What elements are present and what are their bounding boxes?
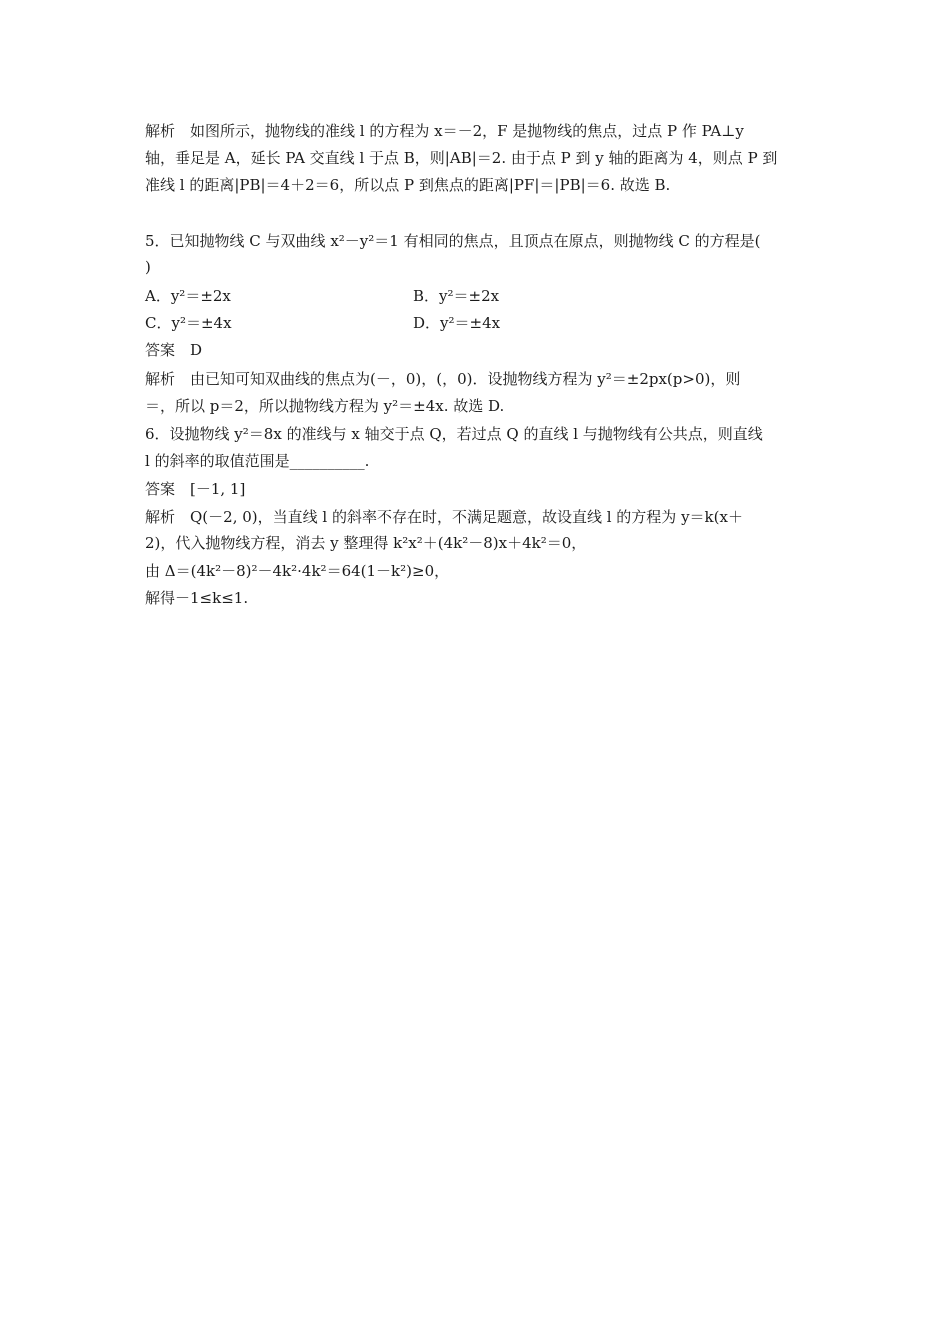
question-5-analysis-line-2: ＝，所以 p＝2，所以抛物线方程为 y²＝±4x. 故选 D. bbox=[145, 397, 505, 415]
question-6-analysis-line-4: 解得－1≤k≤1. bbox=[145, 589, 249, 607]
analysis-q4-line-1: 解析 如图所示，抛物线的准线 l 的方程为 x＝－2，F 是抛物线的焦点，过点 P 作 PA⊥y bbox=[145, 122, 744, 140]
question-5-analysis-line-1: 解析 由已知可知双曲线的焦点为(－，0)，(，0)．设抛物线方程为 y²＝±2px(p>0)，则 bbox=[145, 370, 741, 388]
question-6-analysis-line-3: 由 Δ＝(4k²－8)²－4k²·4k²＝64(1－k²)≥0， bbox=[145, 562, 450, 580]
question-5-stem-line-1: 5．已知抛物线 C 与双曲线 x²－y²＝1 有相同的焦点，且顶点在原点，则抛物线 C 的方程是( bbox=[145, 232, 761, 250]
analysis-q4-line-3: 准线 l 的距离|PB|＝4＋2＝6，所以点 P 到焦点的距离|PF|＝|PB|＝6. 故选 B. bbox=[145, 176, 671, 194]
question-5-option-a: A．y²＝±2x bbox=[145, 287, 231, 305]
question-5-option-c: C．y²＝±4x bbox=[145, 314, 232, 332]
question-6-analysis-line-1: 解析 Q(－2, 0)，当直线 l 的斜率不存在时，不满足题意，故设直线 l 的方程为 y＝k(x＋ bbox=[145, 508, 743, 526]
question-5-option-d: D．y²＝±4x bbox=[413, 314, 501, 332]
question-6-answer: 答案 [－1, 1] bbox=[145, 480, 246, 498]
question-5-stem-line-2: ) bbox=[145, 258, 151, 276]
question-6-stem-line-2: l 的斜率的取值范围是__________. bbox=[145, 452, 370, 470]
question-5-answer: 答案 D bbox=[145, 341, 203, 359]
question-5-option-b: B．y²＝±2x bbox=[413, 287, 500, 305]
analysis-q4-line-2: 轴，垂足是 A，延长 PA 交直线 l 于点 B，则|AB|＝2. 由于点 P 到 y 轴的距离为 4，则点 P 到 bbox=[145, 149, 778, 167]
question-6-analysis-line-2: 2)，代入抛物线方程，消去 y 整理得 k²x²＋(4k²－8)x＋4k²＝0， bbox=[145, 534, 587, 552]
question-6-stem-line-1: 6．设抛物线 y²＝8x 的准线与 x 轴交于点 Q，若过点 Q 的直线 l 与抛物线有公共点，则直线 bbox=[145, 425, 763, 443]
